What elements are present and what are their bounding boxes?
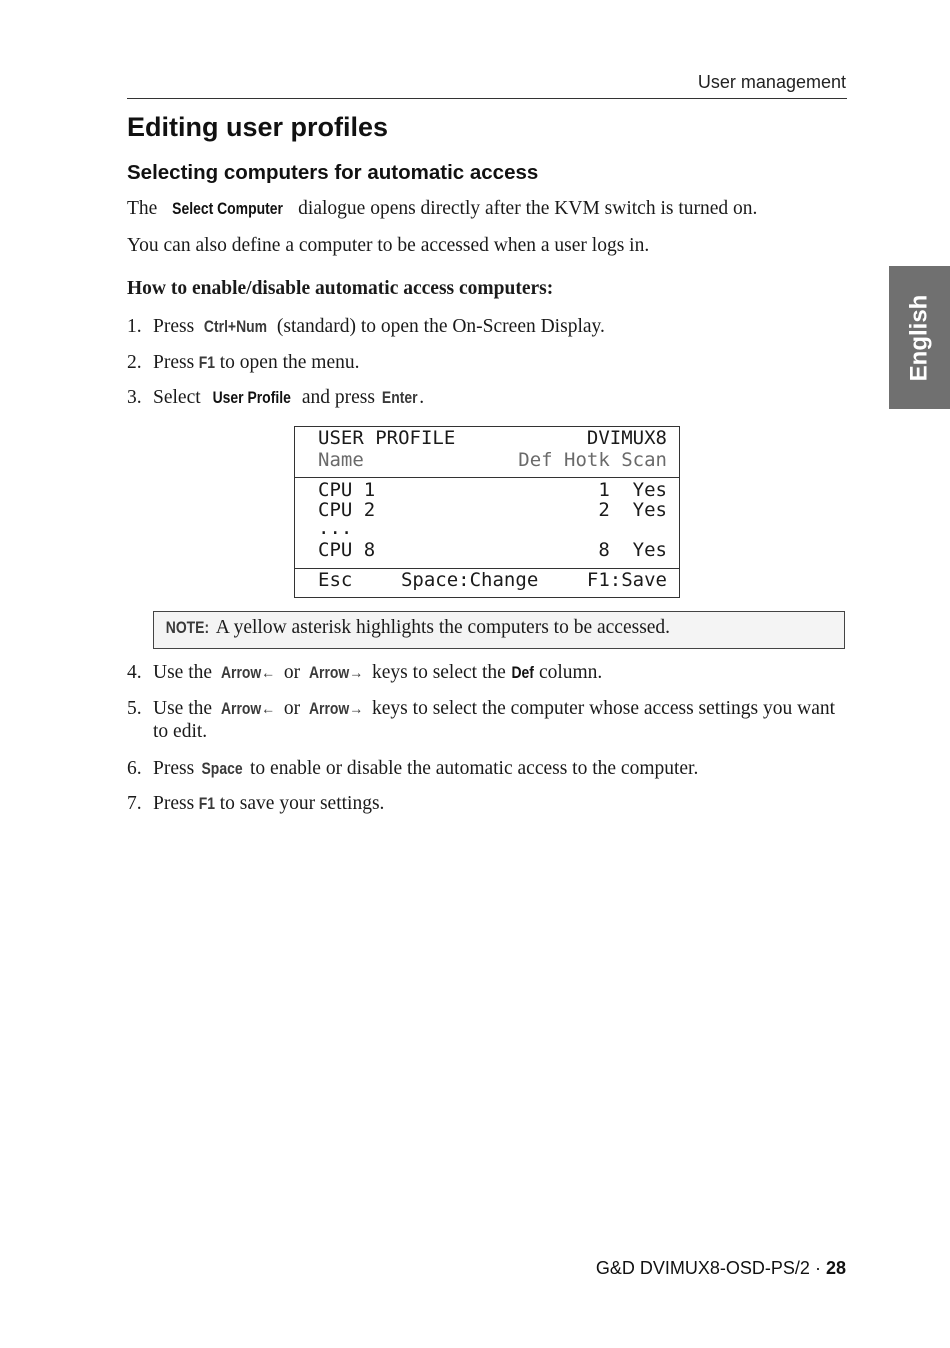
step-text xyxy=(153,661,847,684)
step-3 xyxy=(127,386,847,409)
osd-row xyxy=(318,480,667,500)
text: Press xyxy=(153,758,195,779)
language-tab xyxy=(889,266,950,409)
page-title: Editing user profiles xyxy=(127,112,389,142)
step-text xyxy=(153,386,847,409)
osd-row-name: CPU 1 xyxy=(318,479,376,501)
osd-device: DVIMUX8 xyxy=(586,427,667,449)
text: keys to select the xyxy=(372,662,506,683)
osd-row xyxy=(318,540,667,560)
keyword: Arrow→ xyxy=(308,699,364,718)
step-number: 6. xyxy=(127,758,142,779)
osd-title: USER PROFILE xyxy=(318,427,456,449)
text: Use the xyxy=(153,662,213,683)
running-header: User management xyxy=(697,72,846,92)
keyword: Space xyxy=(201,759,243,778)
keyword: Ctrl+Num xyxy=(203,317,268,336)
page-footer xyxy=(596,1258,846,1279)
keyword: Arrow← xyxy=(220,663,276,682)
text: keys to select the computer whose access settings you want to edit. xyxy=(153,698,836,742)
osd-user-profile-screen xyxy=(294,426,680,598)
osd-esc-hint: Esc xyxy=(318,569,353,591)
step-number: 4. xyxy=(127,662,142,683)
text: Press xyxy=(153,316,195,337)
step-number: 2. xyxy=(127,352,142,373)
step-number: 7. xyxy=(127,793,142,814)
text: dialogue opens directly after the KVM switch is turned on. xyxy=(298,198,758,219)
osd-row-hotkey: 2 xyxy=(598,499,610,521)
osd-row-values xyxy=(598,480,667,500)
intro-paragraph-2: You can also define a computer to be accessed when a user logs in. xyxy=(127,235,650,256)
osd-row-scan: Yes xyxy=(632,539,667,561)
keyword: Arrow→ xyxy=(308,663,364,682)
osd-f1-hint: F1:Save xyxy=(586,569,667,591)
language-tab-label: English xyxy=(905,294,933,381)
osd-row-scan: Yes xyxy=(632,499,667,521)
step-6 xyxy=(127,757,847,780)
step-number: 1. xyxy=(127,316,142,337)
note-text: A yellow asterisk highlights the computers to be accessed. xyxy=(215,617,671,638)
osd-row-values xyxy=(598,540,667,560)
step-text xyxy=(153,315,847,338)
osd-row xyxy=(318,500,667,520)
osd-row-scan: Yes xyxy=(632,479,667,501)
text: Press xyxy=(153,352,195,373)
keyword: Select Computer xyxy=(172,199,284,218)
text: and press xyxy=(301,387,375,408)
osd-footer-row xyxy=(318,570,667,590)
text: . xyxy=(419,387,425,408)
step-2 xyxy=(127,351,847,374)
note-box xyxy=(153,611,845,649)
osd-column-headers xyxy=(318,450,667,470)
text: The xyxy=(127,198,158,219)
text: column. xyxy=(538,662,603,683)
step-4 xyxy=(127,661,847,684)
osd-row-values xyxy=(598,500,667,520)
text: to open the menu. xyxy=(219,352,360,373)
step-5 xyxy=(127,697,847,743)
text: Select xyxy=(153,387,201,408)
howto-heading: How to enable/disable automatic access computers: xyxy=(127,278,554,299)
text: to enable or disable the automatic access to the computer. xyxy=(250,758,699,779)
text: or xyxy=(283,698,301,719)
osd-row-ellipsis xyxy=(318,518,667,538)
intro-paragraph-1 xyxy=(127,198,757,220)
text: Use the xyxy=(153,698,213,719)
step-text xyxy=(153,351,847,374)
page-number: 28 xyxy=(825,1258,846,1278)
text: to save your settings. xyxy=(219,793,385,814)
keyword: Def xyxy=(511,663,534,682)
step-text xyxy=(153,792,847,815)
section-subtitle: Selecting computers for automatic access xyxy=(127,161,539,184)
osd-divider xyxy=(295,477,679,478)
step-7 xyxy=(127,792,847,815)
step-text xyxy=(153,697,847,743)
step-number: 5. xyxy=(127,698,142,719)
keyword: F1 xyxy=(198,794,216,813)
footer-doc-title: G&D DVIMUX8-OSD-PS/2 · xyxy=(595,1258,821,1278)
note-label: NOTE: xyxy=(165,618,210,637)
text: (standard) to open the On-Screen Display. xyxy=(276,316,605,337)
osd-col-def-hotk-scan: Def Hotk Scan xyxy=(518,449,667,471)
step-text xyxy=(153,757,847,780)
osd-row-name: CPU 8 xyxy=(318,539,376,561)
osd-row-hotkey: 8 xyxy=(598,539,610,561)
osd-col-name: Name xyxy=(318,449,364,471)
osd-row-name: ... xyxy=(318,517,353,539)
osd-space-hint: Space:Change xyxy=(400,569,539,591)
keyword: User Profile xyxy=(212,388,291,407)
osd-row-name: CPU 2 xyxy=(318,499,376,521)
keyword: Arrow← xyxy=(220,699,276,718)
osd-title-row xyxy=(318,428,667,448)
header-divider xyxy=(127,98,847,99)
step-number: 3. xyxy=(127,387,142,408)
osd-row-hotkey: 1 xyxy=(598,479,610,501)
step-1 xyxy=(127,315,847,338)
keyword: Enter xyxy=(381,388,418,407)
text: Press xyxy=(153,793,195,814)
keyword: F1 xyxy=(198,353,216,372)
text: or xyxy=(283,662,301,683)
